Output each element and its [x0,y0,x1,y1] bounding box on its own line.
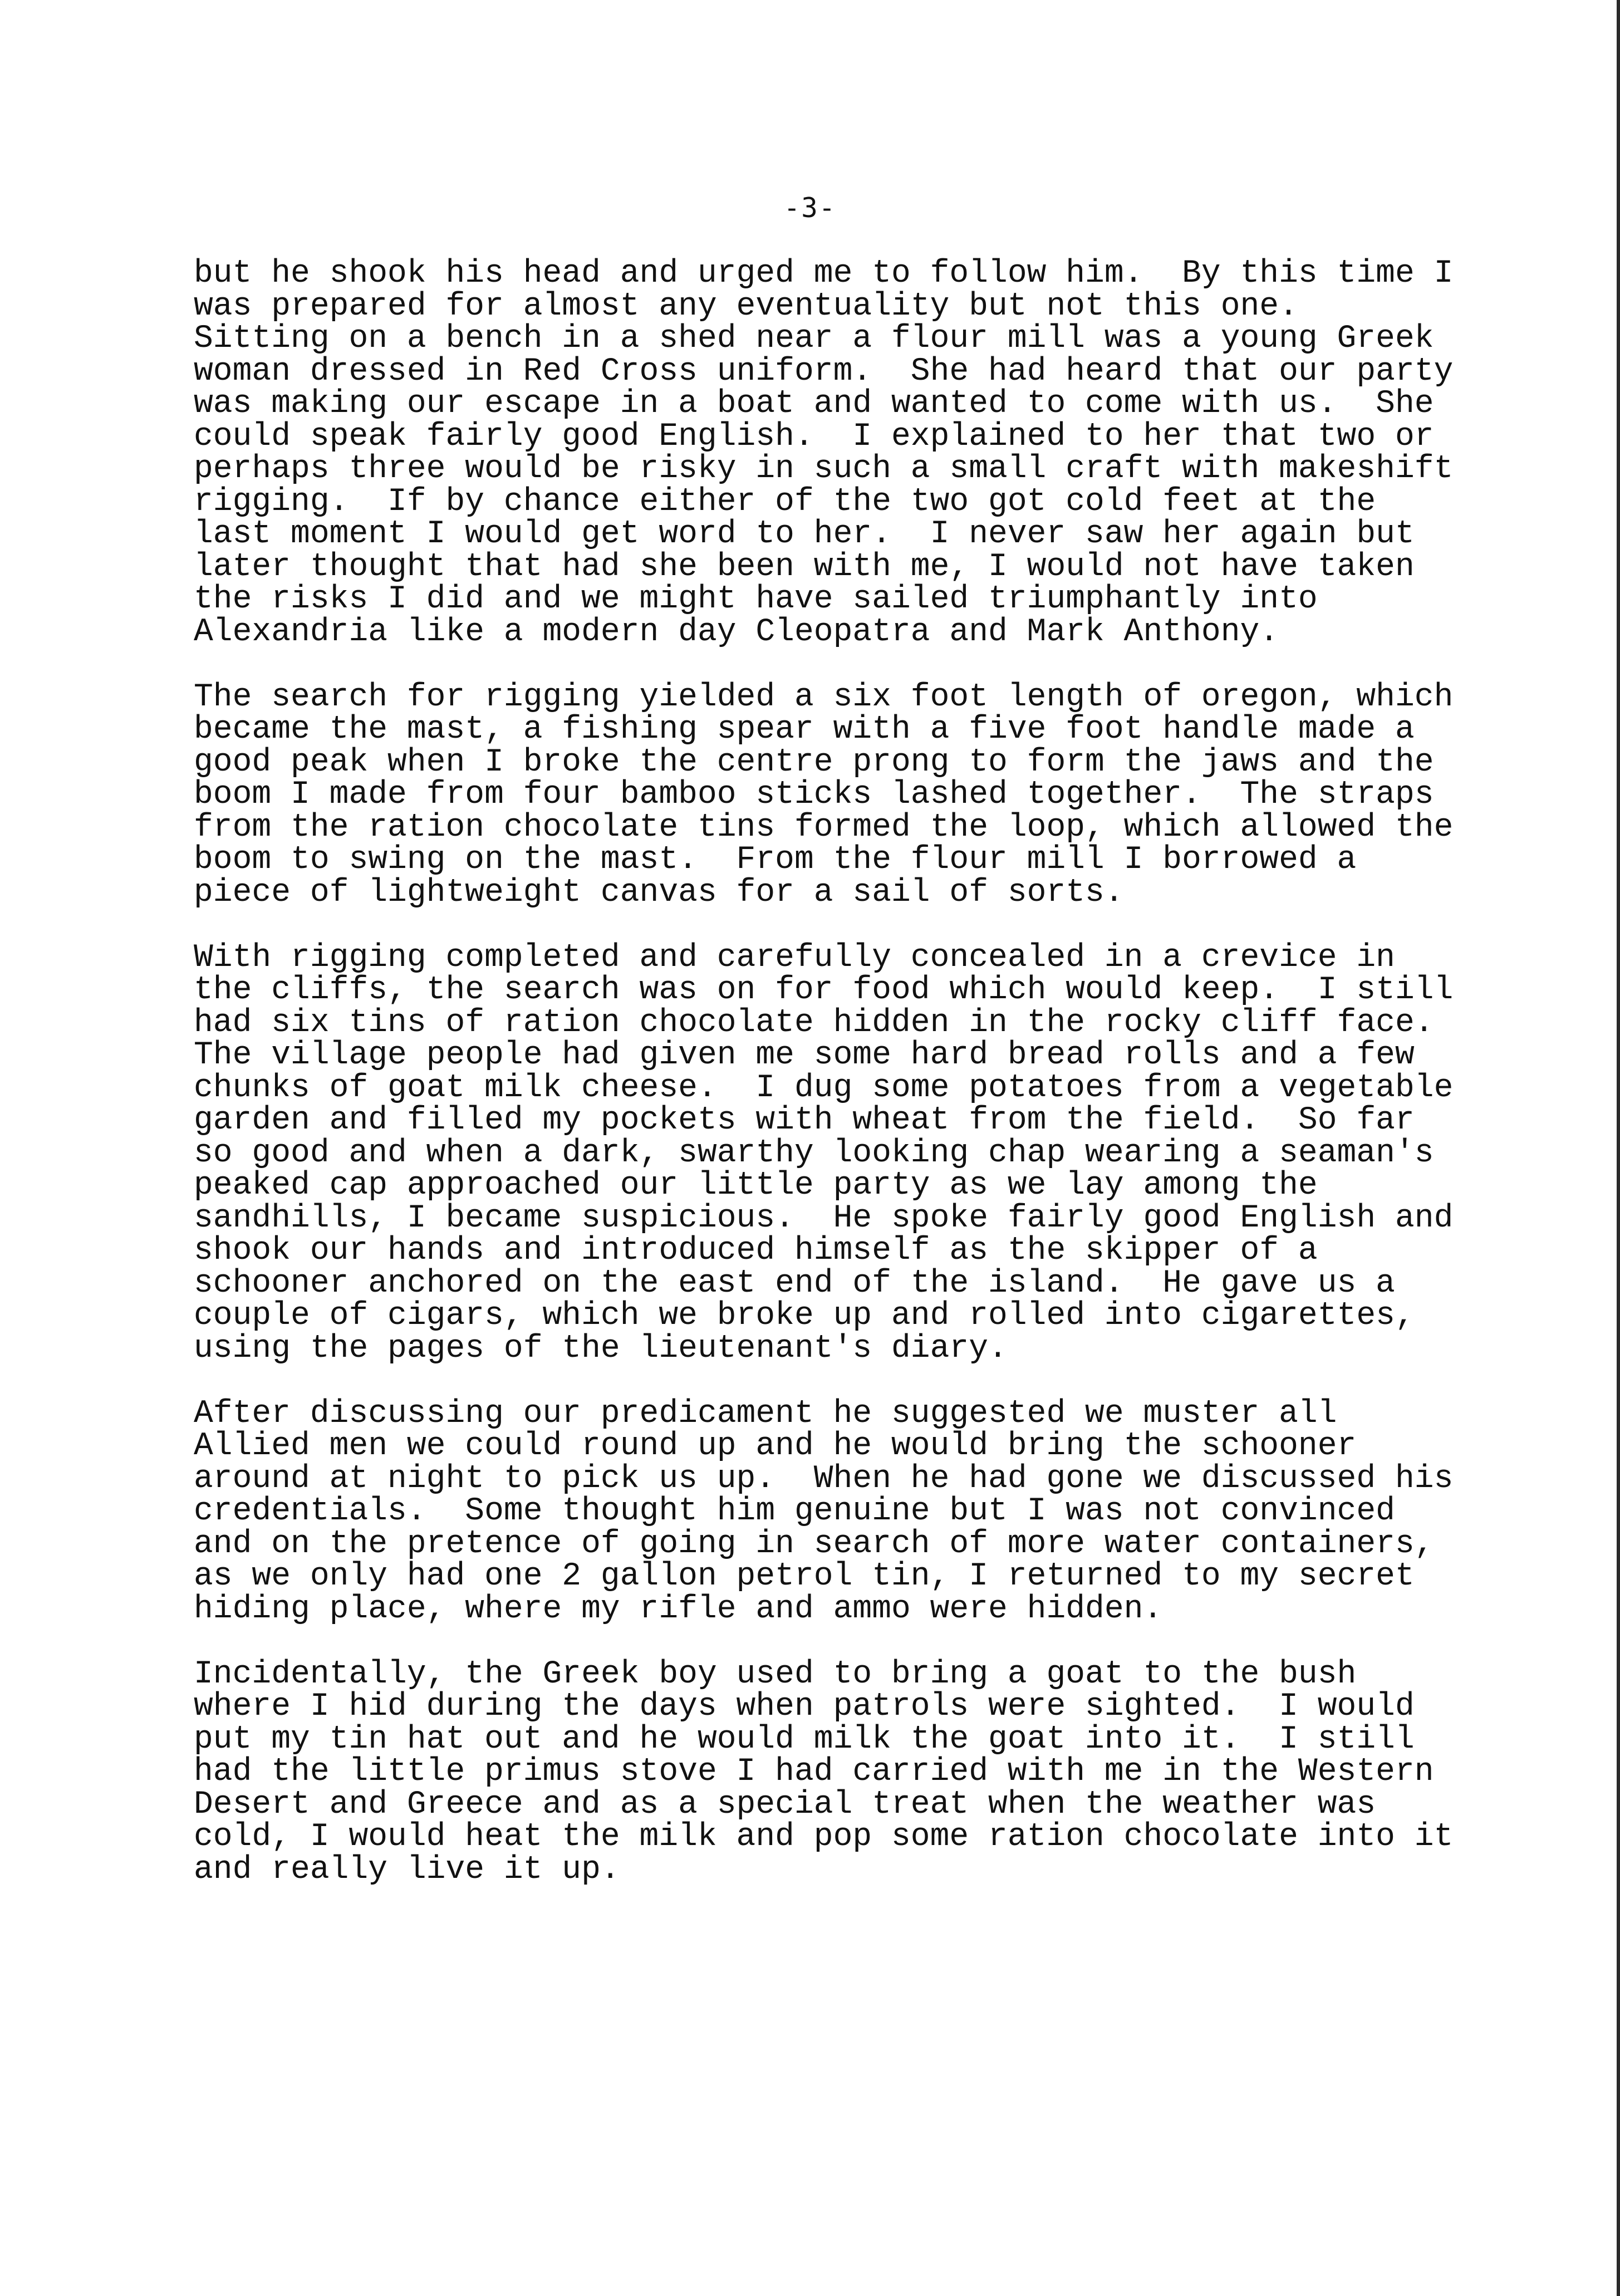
text-line: and on the pretence of going in search of more water containers, [194,1525,1434,1562]
paragraph-1 [194,258,1519,649]
text-line: woman dressed in Red Cross uniform. She had heard that our party [194,353,1454,390]
text-line: good peak when I broke the centre prong to form the jaws and the [194,744,1434,781]
text-line: where I hid during the days when patrols were sighted. I would [194,1689,1415,1725]
text-line: could speak fairly good English. I explained to her that two or [194,418,1434,455]
paragraph-2 [194,681,1519,910]
text-line: couple of cigars, which we broke up and rolled into cigarettes, [194,1298,1415,1334]
text-line: perhaps three would be risky in such a small craft with makeshift [194,451,1454,487]
text-line: schooner anchored on the east end of the island. He gave us a [194,1265,1395,1302]
text-line: rigging. If by chance either of the two got cold feet at the [194,483,1376,520]
text-line: peaked cap approached our little party as we lay among the [194,1167,1318,1204]
text-line: garden and filled my pockets with wheat from the field. So far [194,1102,1415,1139]
text-line: as we only had one 2 gallon petrol tin, I returned to my secret [194,1558,1415,1595]
text-line: piece of lightweight canvas for a sail of sorts. [194,874,1124,911]
text-line: Alexandria like a modern day Cleopatra and Mark Anthony. [194,614,1279,650]
text-line: put my tin hat out and he would milk the goat into it. I still [194,1721,1415,1758]
text-line: last moment I would get word to her. I never saw her again but [194,516,1415,552]
text-line: had the little primus stove I had carried with me in the Western [194,1754,1434,1790]
text-line: Desert and Greece and as a special treat when the weather was [194,1786,1376,1823]
text-line: boom I made from four bamboo sticks lashed together. The straps [194,777,1434,813]
text-line: later thought that had she been with me, I would not have taken [194,548,1415,585]
text-line: became the mast, a fishing spear with a five foot handle made a [194,712,1415,748]
text-line: Allied men we could round up and he would bring the schooner [194,1428,1357,1464]
text-line: had six tins of ration chocolate hidden in the rocky cliff face. [194,1004,1434,1041]
text-line: and really live it up. [194,1851,620,1888]
text-line: but he shook his head and urged me to follow him. By this time I [194,256,1454,292]
text-line: was prepared for almost any eventuality but not this one. [194,288,1298,325]
text-line: Sitting on a bench in a shed near a flour mill was a young Greek [194,321,1434,357]
paragraph-5 [194,1656,1519,1888]
page-number: -3- [783,192,837,224]
text-line: hiding place, where my rifle and ammo were hidden. [194,1591,1163,1627]
text-line: boom to swing on the mast. From the flour mill I borrowed a [194,842,1357,878]
paragraph-3 [194,939,1519,1367]
text-line: shook our hands and introduced himself as the skipper of a [194,1233,1318,1269]
text-line: sandhills, I became suspicious. He spoke fairly good English and [194,1200,1454,1237]
text-line: the risks I did and we might have sailed triumphantly into [194,581,1318,617]
text-line: the cliffs, the search was on for food which would keep. I still [194,972,1454,1008]
text-line: Incidentally, the Greek boy used to bring a goat to the bush [194,1656,1357,1692]
page-edge [1617,0,1620,2296]
text-line: so good and when a dark, swarthy looking chap wearing a seaman's [194,1135,1434,1171]
text-line: The search for rigging yielded a six foot length of oregon, which [194,679,1454,715]
paragraph-4 [194,1395,1519,1627]
text-line: around at night to pick us up. When he had gone we discussed his [194,1460,1454,1497]
text-line: credentials. Some thought him genuine but I was not convinced [194,1493,1395,1529]
text-line: After discussing our predicament he suggested we muster all [194,1395,1337,1432]
body-text [194,258,1519,1919]
text-line: chunks of goat milk cheese. I dug some potatoes from a vegetable [194,1069,1454,1106]
text-line: using the pages of the lieutenant's diary. [194,1330,1008,1367]
text-line: from the ration chocolate tins formed the loop, which allowed the [194,809,1454,846]
text-line: cold, I would heat the milk and pop some ration chocolate into it [194,1819,1454,1855]
text-line: was making our escape in a boat and wanted to come with us. She [194,386,1434,422]
text-line: With rigging completed and carefully concealed in a crevice in [194,939,1395,976]
text-line: The village people had given me some hard bread rolls and a few [194,1037,1415,1073]
